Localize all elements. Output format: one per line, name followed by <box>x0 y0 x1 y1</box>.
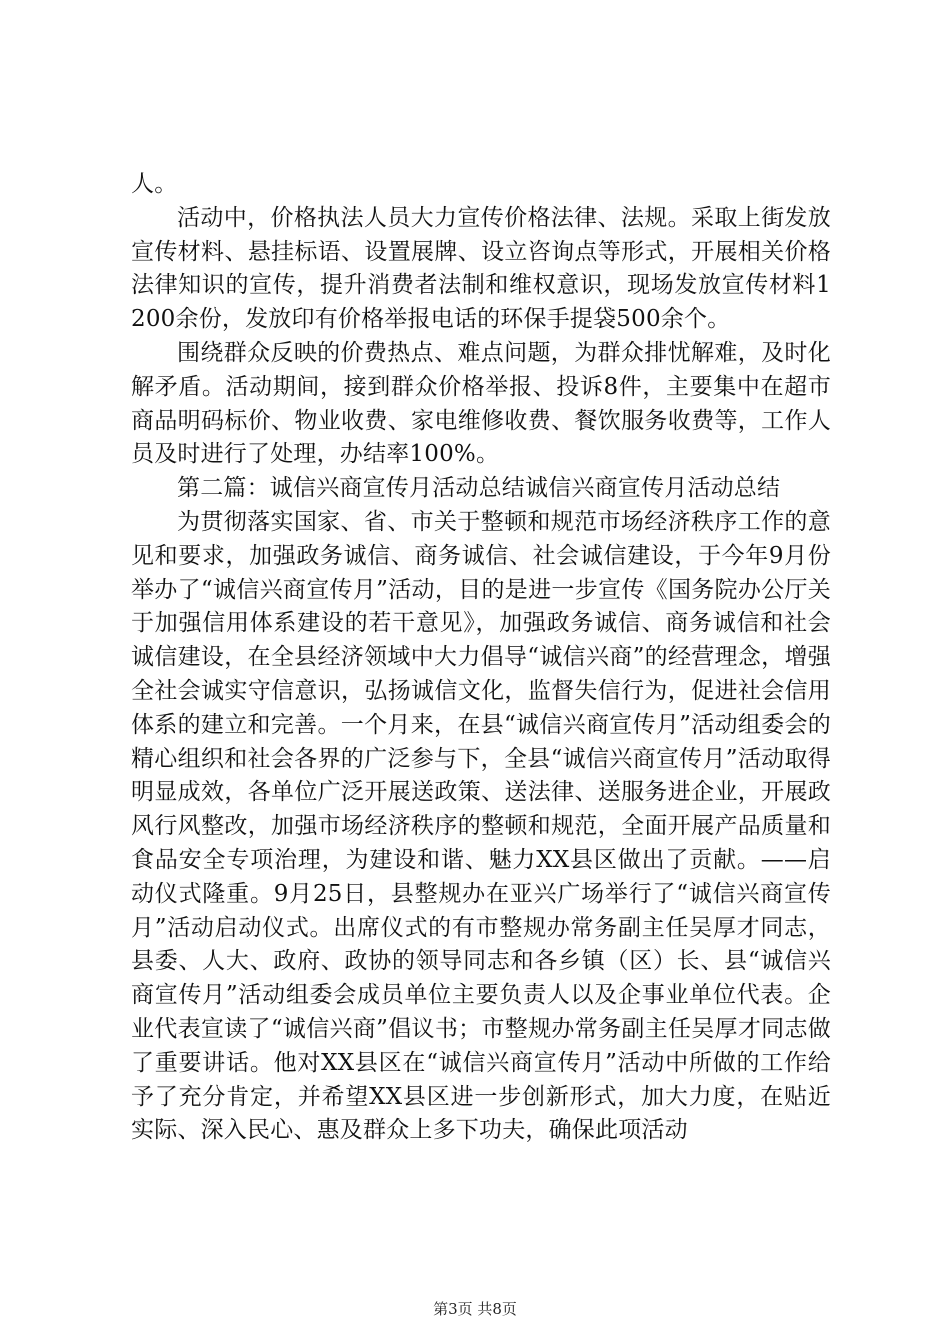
page-footer: 第3页 共8页 <box>433 1300 517 1318</box>
paragraph-2: 活动中，价格执法人员大力宣传价格法律、法规。采取上街发放宣传材料、悬挂标语、设置展牌、设立咨询点等形式，开展相关价格法律知识的宣传，提升消费者法制和维权意识，现场发放宣传材料1200余份，发放印有价格举报电话的环保手提袋500余个。 <box>131 204 831 333</box>
paragraph-1: 人。 <box>131 171 178 197</box>
document-body <box>131 168 831 1148</box>
paragraph-5: 为贯彻落实国家、省、市关于整顿和规范市场经济秩序工作的意见和要求，加强政务诚信、商务诚信、社会诚信建设，于今年9月份举办了“诚信兴商宣传月”活动，目的是进一步宣传《国务院办公厅关于加强信用体系建设的若干意见》，加强政务诚信、商务诚信和社会诚信建设，在全县经济领域中大力倡导“诚信兴商”的经营理念，增强全社会诚实守信意识，弘扬诚信文化，监督失信行为，促进社会信用体系的建立和完善。一个月来，在县“诚信兴商宣传月”活动组委会的精心组织和社会各界的广泛参与下，全县“诚信兴商宣传月”活动取得明显成效，各单位广泛开展送政策、送法律、送服务进企业，开展政风行风整改，加强市场经济秩序的整顿和规范，全面开展产品质量和食品安全专项治理，为建设和谐、魅力XX县区做出了贡献。——启动仪式隆重。9月25日，县整规办在亚兴广场举行了“诚信兴商宣传月”活动启动仪式。出席仪式的有市整规办常务副主任吴厚才同志，县委、人大、政府、政协的领导同志和各乡镇（区）长、县“诚信兴商宣传月”活动组委会成员单位主要负责人以及企事业单位代表。企业代表宣读了“诚信兴商”倡议书；市整规办常务副主任吴厚才同志做了重要讲话。他对XX县区在“诚信兴商宣传月”活动中所做的工作给予了充分肯定，并希望XX县区进一步创新形式，加大力度，在贴近实际、深入民心、惠及群众上多下功夫，确保此项活动 <box>131 508 831 1144</box>
section-heading: 第二篇：诚信兴商宣传月活动总结诚信兴商宣传月活动总结 <box>177 475 781 502</box>
paragraph-3: 围绕群众反映的价费热点、难点问题，为群众排忧解难，及时化解矛盾。活动期间，接到群众价格举报、投诉8件，主要集中在超市商品明码标价、物业收费、家电维修收费、餐饮服务收费等，工作人员及时进行了处理，办结率100%。 <box>131 339 831 468</box>
